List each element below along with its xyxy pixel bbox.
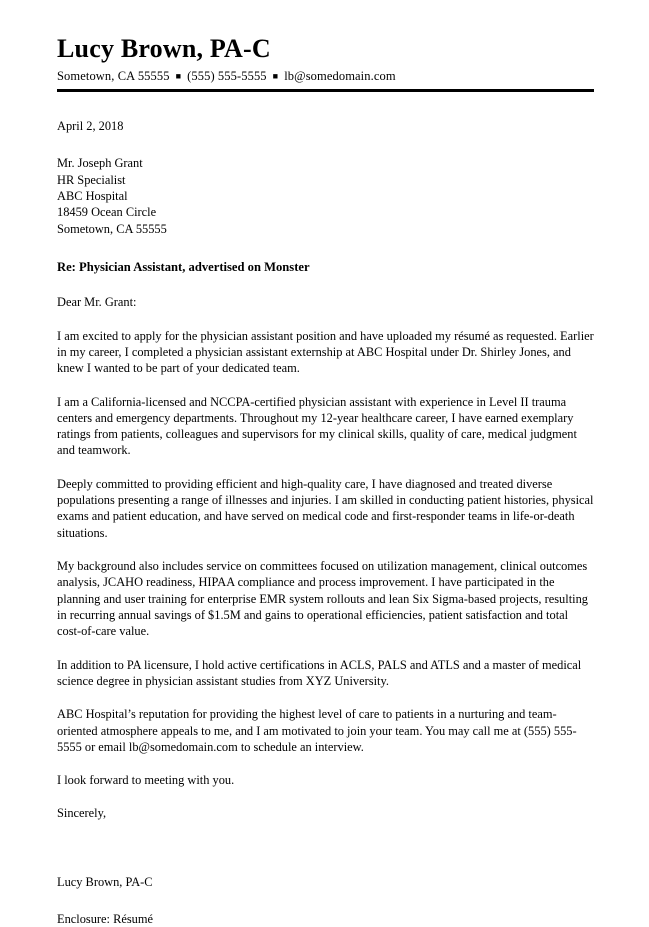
letter-body [0, 118, 649, 927]
body-paragraph-3: Deeply committed to providing efficient and high-quality care, I have diagnosed and treated diverse populations presenting a range of illnesses and injuries. I am skilled in conducting patient histories, physical exams and patient education, and have served on medical code and first-responder teams in life-or-death situations. [57, 476, 594, 540]
recipient-city-state-zip: Sometown, CA 55555 [57, 221, 167, 236]
recipient-title: HR Specialist [57, 172, 126, 187]
closing-statement: I look forward to meeting with you. [57, 773, 235, 788]
recipient-name: Mr. Joseph Grant [57, 156, 143, 171]
letterhead-divider [57, 89, 594, 92]
recipient-address-block [57, 155, 595, 237]
body-paragraph-1: I am excited to apply for the physician assistant position and have uploaded my résumé as requested. Earlier in my career, I completed a physician assistant externship at ABC Hospital under Dr. Shirley Jones, and knew I wanted to be part of your dedicated team. [57, 328, 594, 376]
recipient-street: 18459 Ocean Circle [57, 205, 157, 220]
enclosure-line: Enclosure: Résumé [57, 911, 154, 926]
contact-separator-icon: ■ [272, 70, 279, 81]
body-paragraph-4: My background also includes service on committees focused on utilization management, clinical outcomes analysis, JCAHO readiness, HIPAA compliance and process improvement. I have participated in the planning and user training for enterprise EMR system rollouts and lean Six Sigma-based projects, resulting in recurring annual savings of $1.5M and gains to operational efficiencies, patient satisfaction and total cost-of-care value. [57, 559, 588, 639]
signature-name: Lucy Brown, PA-C [57, 875, 153, 890]
contact-email: lb@somedomain.com [284, 69, 396, 84]
contact-phone: (555) 555-5555 [187, 69, 267, 84]
applicant-name: Lucy Brown, PA-C [57, 34, 271, 63]
letter-date: April 2, 2018 [57, 119, 124, 134]
recipient-company: ABC Hospital [57, 188, 128, 203]
contact-separator-icon: ■ [175, 70, 182, 81]
body-paragraph-5: In addition to PA licensure, I hold active certifications in ACLS, PALS and ATLS and a master of medical science degree in physician assistant studies from XYZ University. [57, 657, 582, 688]
contact-location: Sometown, CA 55555 [57, 69, 170, 84]
complimentary-close: Sincerely, [57, 806, 107, 821]
letterhead [0, 0, 649, 92]
body-paragraph-6: ABC Hospital’s reputation for providing the highest level of care to patients in a nurturing and team-oriented atmosphere appeals to me, and I am motivated to join your team. You may call me at (555) 555-5555 or email lb@somedomain.com to schedule an interview. [57, 707, 577, 754]
body-paragraph-2: I am a California-licensed and NCCPA-certified physician assistant with experience in Level II trauma centers and emergency departments. Throughout my 12-year healthcare career, I have earned exemplary ratings from patients, colleagues and supervisors for my clinical skills, quality of care, medical judgment and teamwork. [57, 394, 577, 458]
contact-line [57, 69, 593, 84]
subject-line: Re: Physician Assistant, advertised on Monster [57, 260, 310, 275]
salutation: Dear Mr. Grant: [57, 295, 137, 310]
